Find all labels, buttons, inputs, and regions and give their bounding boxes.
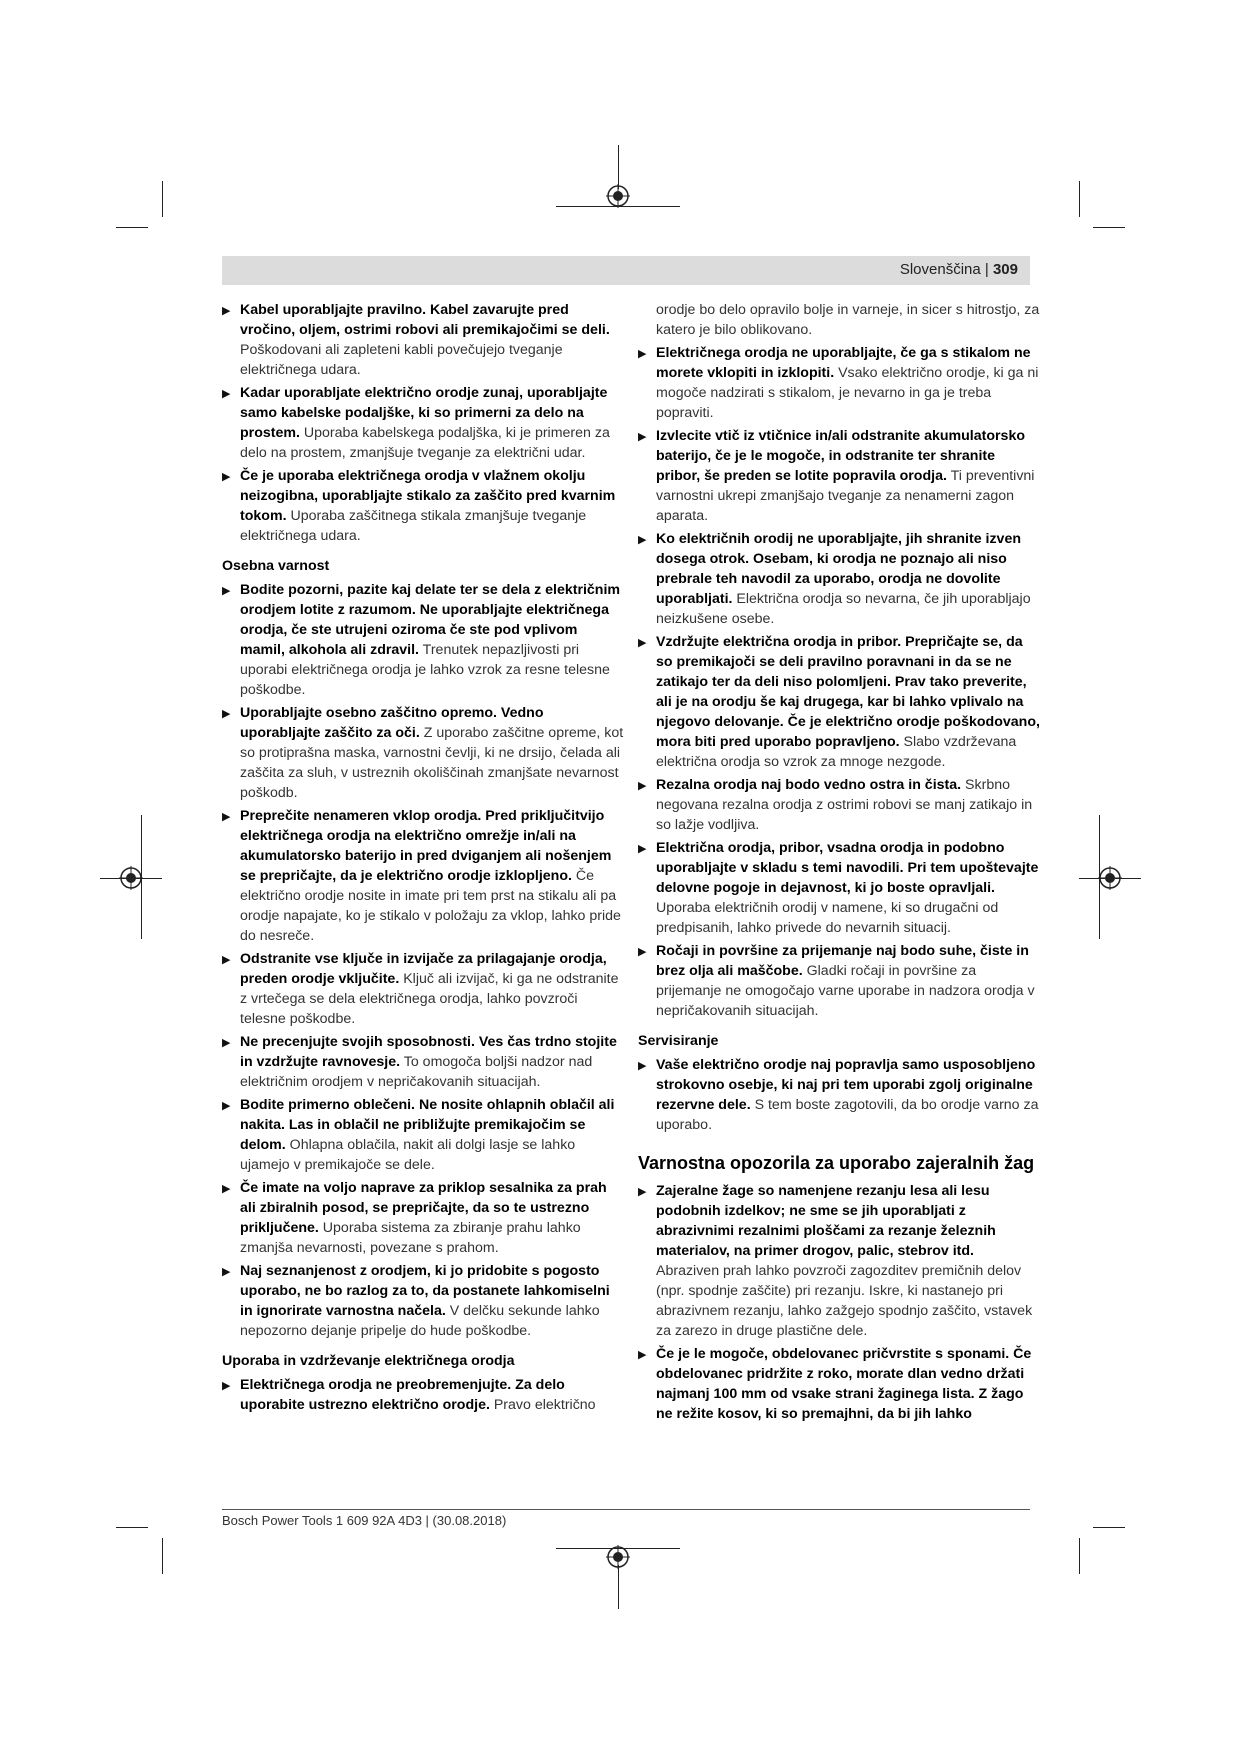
subsection-heading: Uporaba in vzdrževanje električnega orodja [222, 1353, 515, 1369]
safety-item [638, 426, 1040, 526]
safety-item [638, 1055, 1040, 1135]
safety-item [222, 383, 624, 463]
item-bold-text: Kabel uporabljajte pravilno. Kabel zavarujte pred vročino, oljem, ostrimi robovi ali premikajočimi se deli. [240, 302, 610, 338]
header-text: Slovenščina | 309 [899, 261, 1018, 278]
item-normal-text: Uporaba kabelskega podaljška, ki je primeren za delo na prostem, zmanjšuje tveganje za električni udar. [240, 425, 610, 461]
item-bold-text: Kadar uporabljate električno orodje zunaj, uporabljajte samo kabelske podaljške, ki so primerni za delo na prostem. [240, 385, 608, 441]
safety-item [638, 343, 1040, 423]
safety-item [638, 941, 1040, 1021]
crop-mark [116, 227, 148, 228]
item-normal-text: Uporaba zaščitnega stikala zmanjšuje tveganje električnega udara. [240, 508, 587, 544]
left-column [222, 300, 624, 1418]
crop-mark [618, 145, 619, 189]
crop-mark [1079, 1538, 1080, 1574]
item-normal-text: Z uporabo zaščitne opreme, kot so protiprašna maska, varnostni čevlji, ki ne drsijo, čelada ali zaščita za sluh, v ustreznih okoliščinah zmanjšate nevarnost poškodb. [240, 725, 624, 801]
crop-mark [1099, 815, 1100, 939]
item-normal-text: Električna orodja so nevarna, če jih uporabljajo neizkušene osebe. [656, 591, 1031, 627]
item-normal-text: Ti preventivni varnostni ukrepi zmanjšajo tveganje za nenamerni zagon aparata. [656, 468, 1035, 524]
safety-item [222, 806, 624, 946]
item-normal-text: Slabo vzdrževana električna orodja so vzrok za mnoge nezgode. [656, 734, 1017, 770]
item-bold-text: Uporabljajte osebno zaščitno opremo. Vedno uporabljajte zaščito za oči. [240, 705, 544, 741]
item-bold-text: Zajeralne žage so namenjene rezanju lesa ali lesu podobnih izdelkov; ne sme se jih uporabljati z abrazivnimi rezalnimi ploščami za rezanje železnih materialov, na primer drogov, palic, stebrov itd. [656, 1183, 996, 1259]
item-bold-text: Če imate na voljo naprave za priklop sesalnika za prah ali zbiralnih posod, se prepričajte, da so te ustrezno priključene. [240, 1180, 607, 1236]
crop-mark [116, 1527, 148, 1528]
crop-mark [618, 1565, 619, 1609]
crop-mark [556, 1548, 680, 1549]
crop-mark [1079, 878, 1141, 879]
item-normal-text: Gladki ročaji in površine za prijemanje ne omogočajo varne uporabe in nadzora orodja v nepričakovanih situacijah. [656, 963, 1035, 1019]
item-bold-text: Bodite primerno oblečeni. Ne nosite ohlapnih oblačil ali nakita. Las in oblačil ne približujte premikajočim se delom. [240, 1097, 615, 1153]
crop-mark [1079, 181, 1080, 217]
item-normal-text: Poškodovani ali zapleteni kabli povečujejo tveganje električnega udara. [240, 342, 563, 378]
item-normal-text: Ključ ali izvijač, ki ga ne odstranite z vrtečega se dela električnega orodja, lahko povzroči telesne poškodbe. [240, 971, 619, 1027]
crop-mark [141, 815, 142, 939]
item-bold-text: Električnega orodja ne preobremenjujte. Za delo uporabite ustrezno električno orodje. [240, 1377, 565, 1413]
safety-item [638, 838, 1040, 938]
item-bold-text: Električna orodja, pribor, vsadna orodja in podobno uporabljajte v skladu s temi navodili. Pri tem upoštevajte delovne pogoje in dejavnost, ki jo boste opravljali. [656, 840, 1039, 896]
crop-mark [1093, 1527, 1125, 1528]
item-normal-text: V delčku sekunde lahko nepozorno dejanje pripelje do hude poškodbe. [240, 1303, 600, 1339]
item-normal-text: To omogoča boljši nadzor nad električnim orodjem v nepričakovanih situacijah. [240, 1054, 593, 1090]
item-bold-text: Preprečite nenameren vklop orodja. Pred priključitvijo električnega orodja na električno omrežje in/ali na akumulatorsko baterijo in pred dviganjem ali nošenjem se prepričajte, da je električno orodje izklopljeno. [240, 808, 612, 884]
continued-text: orodje bo delo opravilo bolje in varneje, in sicer s hitrostjo, za katero je bilo oblikovano. [656, 302, 1040, 338]
safety-item [638, 529, 1040, 629]
right-column [638, 300, 1040, 1427]
safety-item [222, 949, 624, 1029]
item-normal-text: Vsako električno orodje, ki ga ni mogoče nadzirati s stikalom, je nevarno in ga je treba popraviti. [656, 365, 1039, 421]
safety-item [638, 775, 1040, 835]
subsection-heading: Servisiranje [638, 1033, 719, 1049]
item-normal-text: Pravo električno [489, 1397, 596, 1413]
safety-item [638, 1181, 1040, 1341]
item-bold-text: Ne precenjujte svojih sposobnosti. Ves čas trdno stojite in vzdržujte ravnovesje. [240, 1034, 617, 1070]
item-bold-text: Odstranite vse ključe in izvijače za prilagajanje orodja, preden orodje vključite. [240, 951, 607, 987]
item-bold-text: Naj seznanjenost z orodjem, ki jo pridobite s pogosto uporabo, ne bo razlog za to, da postanete lahkomiselni in ignorirate varnostna načela. [240, 1263, 610, 1319]
item-normal-text: Ohlapna oblačila, nakit ali dolgi lasje se lahko ujamejo v premikajoče se dele. [240, 1137, 576, 1173]
safety-item [222, 1095, 624, 1175]
safety-item [222, 580, 624, 700]
footer-text: Bosch Power Tools 1 609 92A 4D3 | (30.08.2018) [222, 1513, 507, 1528]
safety-item [222, 300, 624, 380]
page-number: 309 [992, 261, 1018, 278]
crop-mark [100, 878, 162, 879]
item-bold-text: Ročaji in površine za prijemanje naj bodo suhe, čiste in brez olja ali maščobe. [656, 943, 1029, 979]
crop-mark [556, 206, 680, 207]
crop-mark [162, 181, 163, 217]
item-normal-text: S tem boste zagotovili, da bo orodje varno za uporabo. [656, 1097, 1039, 1133]
safety-item [222, 1032, 624, 1092]
item-normal-text: Uporaba električnih orodij v namene, ki so drugačni od predpisanih, lahko privede do nevarnih situacij. [656, 900, 999, 936]
item-bold-text: Ko električnih orodij ne uporabljajte, jih shranite izven dosega otrok. Osebam, ki orodja ne poznajo ali niso prebrale teh navodil za uporabo, orodja ne dovolite uporabljati. [656, 531, 1022, 607]
item-normal-text: Abraziven prah lahko povzroči zagozditev premičnih delov (npr. spodnje zaščite) pri rezanju. Iskre, ki nastanejo pri abrazivnem rezanju, lahko zažgejo spodnjo zaščito, vstavek za zarezo in druge plastične dele. [656, 1263, 1033, 1339]
safety-item [222, 1375, 624, 1415]
safety-item [222, 703, 624, 803]
page-header [222, 256, 1030, 285]
item-normal-text: Uporaba sistema za zbiranje prahu lahko zmanjša nevarnosti, povezane s prahom. [240, 1220, 581, 1256]
item-normal-text: Skrbno negovana rezalna orodja z ostrimi robovi se manj zatikajo in so lažje vodljiva. [656, 777, 1033, 833]
safety-item [222, 466, 624, 546]
header-section: Slovenščina [899, 261, 981, 278]
item-bold-text: Električnega orodja ne uporabljajte, če ga s stikalom ne morete vklopiti in izklopiti. [656, 345, 1031, 381]
item-normal-text: Če električno orodje nosite in imate pri tem prst na stikalu ali pa orodje napajate, ko je stikalo v položaju za vklop, lahko pride do nesreče. [240, 868, 621, 944]
footer-rule [222, 1509, 1030, 1510]
crop-mark [162, 1538, 163, 1574]
item-bold-text: Če je le mogoče, obdelovanec pričvrstite s sponami. Če obdelovanec pridržite z roko, morate dlan vedno držati najmanj 100 mm od vsake strani žaginega lista. Z žago ne režite kosov, ki so premajhni, da bi jih lahko [656, 1346, 1032, 1422]
item-normal-text: Trenutek nepazljivosti pri uporabi električnega orodja je lahko vzrok za resne telesne poškodbe. [240, 642, 610, 698]
item-bold-text: Rezalna orodja naj bodo vedno ostra in čista. [656, 777, 962, 793]
item-bold-text: Če je uporaba električnega orodja v vlažnem okolju neizogibna, uporabljajte stikalo za zaščito pred kvarnim tokom. [240, 468, 616, 524]
item-bold-text: Vzdržujte električna orodja in pribor. Prepričajte se, da so premikajoči se deli pravilno poravnani in da se ne zatikajo ter da deli niso polomljeni. Prav tako preverite, ali je na orodju še kaj drugega, kar bi lahko vplivalo na njegovo delovanje. Če je električno orodje poškodovano, mora biti pred uporabo popravljeno. [656, 634, 1040, 750]
safety-item [638, 1344, 1040, 1424]
subsection-heading: Osebna varnost [222, 558, 330, 574]
section-heading: Varnostna opozorila za uporabo zajeralnih žag [638, 1153, 1035, 1173]
item-bold-text: Bodite pozorni, pazite kaj delate ter se dela z električnim orodjem lotite z razumom. Ne uporabljajte električnega orodja, če ste utrujeni oziroma če ste pod vplivom mamil, alkohola ali zdravil. [240, 582, 621, 658]
crop-mark [1093, 227, 1125, 228]
safety-item [638, 632, 1040, 772]
safety-item [222, 1261, 624, 1341]
safety-item [222, 1178, 624, 1258]
item-bold-text: Vaše električno orodje naj popravlja samo usposobljeno strokovno osebje, ki naj pri tem uporabi zgolj originalne rezervne dele. [656, 1057, 1036, 1113]
item-bold-text: Izvlecite vtič iz vtičnice in/ali odstranite akumulatorsko baterijo, če je le mogoče, in odstranite ter shranite pribor, še preden se lotite popravila orodja. [656, 428, 1025, 484]
